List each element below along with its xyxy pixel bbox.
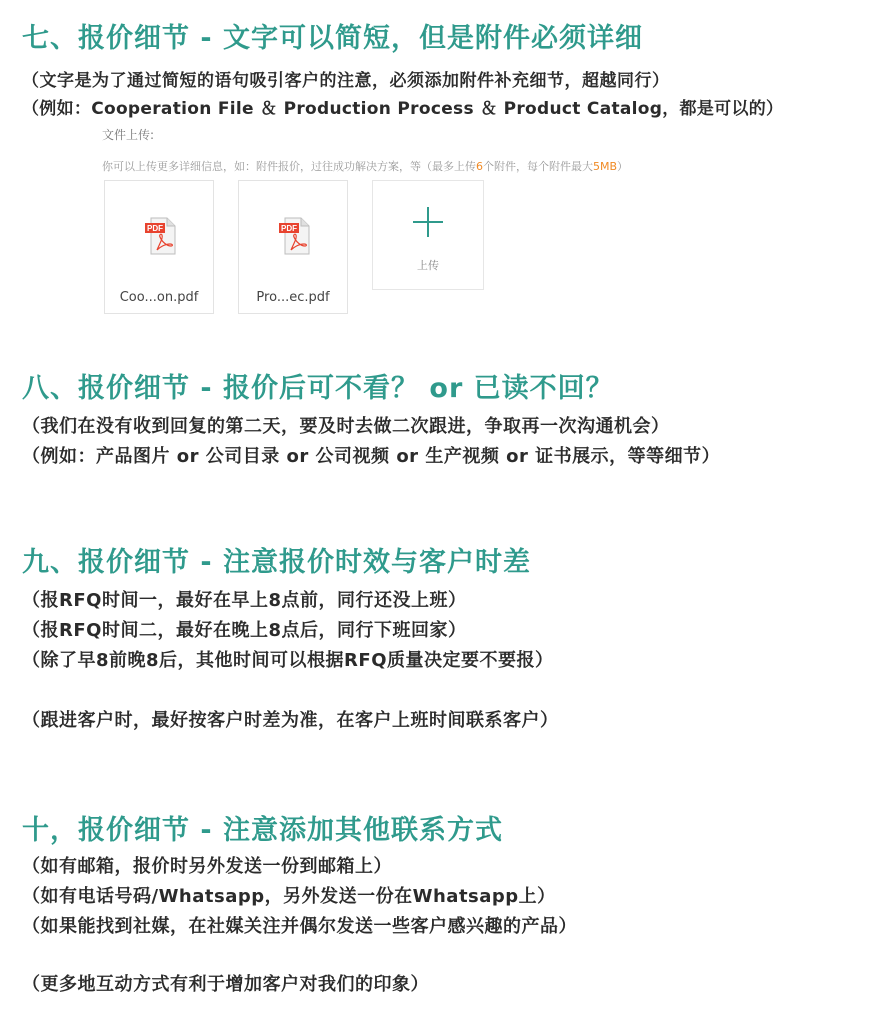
upload-button-label: 上传 (417, 259, 439, 272)
upload-hint: 你可以上传更多详细信息，如：附件报价，过往成功解决方案，等（最多上传6个附件，每个附件最大5MB） (102, 160, 629, 173)
attachment-filename: Coo...on.pdf (119, 290, 199, 305)
pdf-badge-label: PDF (281, 224, 297, 234)
attachment-card[interactable] (104, 180, 214, 314)
upload-label: 文件上传: (102, 128, 155, 142)
section-9-line-4: （跟进客户时，最好按客户时差为准，在客户上班时间联系客户） (22, 710, 559, 731)
plus-icon (413, 207, 443, 237)
pdf-file-icon (279, 217, 311, 255)
section-8-line-2: （例如：产品图片 or 公司目录 or 公司视频 or 生产视频 or 证书展示，等等细节） (22, 446, 721, 467)
pdf-file-icon (145, 217, 177, 255)
section-8-title: 八、报价细节 - 报价后可不看？ or 已读不回？ (22, 373, 614, 404)
section-10-line-4: （更多地互动方式有利于增加客户对我们的印象） (22, 974, 429, 995)
pdf-badge-label: PDF (147, 224, 163, 234)
section-9-line-1: （报RFQ时间一，最好在早上8点前，同行还没上班） (22, 590, 467, 611)
section-10-title: 十，报价细节 - 注意添加其他联系方式 (22, 815, 504, 846)
section-9-line-2: （报RFQ时间二，最好在晚上8点后，同行下班回家） (22, 620, 467, 641)
section-7-line-2: （例如：Cooperation File ＆ Production Process ＆ Product Catalog，都是可以的） (22, 99, 784, 119)
attachment-filename: Pro...ec.pdf (256, 290, 330, 305)
attachment-card[interactable] (238, 180, 348, 314)
section-10-line-3: （如果能找到社媒，在社媒关注并偶尔发送一些客户感兴趣的产品） (22, 916, 577, 937)
section-9-title: 九、报价细节 - 注意报价时效与客户时差 (22, 547, 532, 578)
section-10-line-1: （如有邮箱，报价时另外发送一份到邮箱上） (22, 856, 392, 877)
section-7-title: 七、报价细节 - 文字可以简短，但是附件必须详细 (22, 23, 644, 54)
section-8-line-1: （我们在没有收到回复的第二天，要及时去做二次跟进，争取再一次沟通机会） (22, 416, 670, 437)
upload-button[interactable] (372, 180, 484, 290)
section-9-line-3: （除了早8前晚8后，其他时间可以根据RFQ质量决定要不要报） (22, 650, 554, 671)
section-7-line-1: （文字是为了通过简短的语句吸引客户的注意，必须添加附件补充细节，超越同行） (22, 71, 670, 91)
section-10-line-2: （如有电话号码/Whatsapp，另外发送一份在Whatsapp上） (22, 886, 556, 907)
